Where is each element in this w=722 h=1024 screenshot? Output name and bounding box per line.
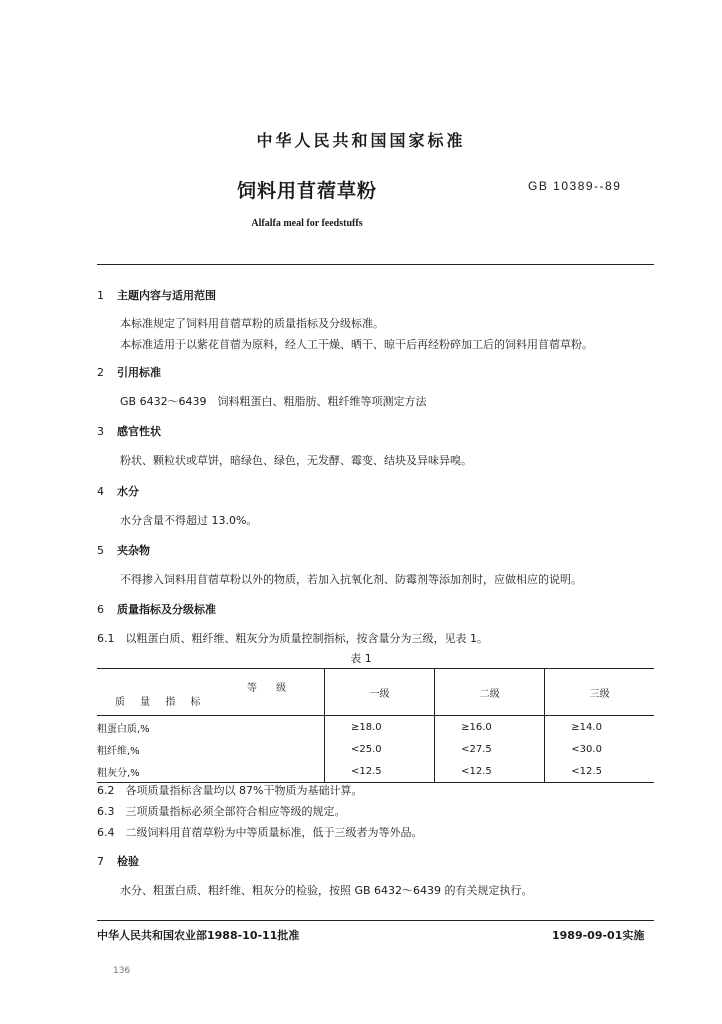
section-number: 2 [97, 366, 104, 379]
section-title: 夹杂物 [117, 544, 150, 557]
paragraph: 水分、粗蛋白质、粗纤维、粗灰分的检验，按照 GB 6432～6439 的有关规定执行。 [120, 884, 533, 897]
table-header-cell: 一级 [325, 669, 435, 716]
quality-table [97, 668, 654, 783]
table-cell: ≥14.0 [545, 716, 654, 739]
table-cell: <27.5 [435, 738, 545, 760]
section-title: 主题内容与适用范围 [117, 289, 216, 302]
table-cell: <12.5 [325, 760, 435, 783]
paragraph: 本标准规定了饲料用苜蓿草粉的质量指标及分级标准。 [120, 317, 384, 330]
document-title: 饲料用苜蓿草粉 [236, 180, 377, 202]
table-row [97, 716, 654, 739]
section-number: 3 [97, 425, 104, 438]
clause-6-2: 6.2 各项质量指标含量均以 87%干物质为基础计算。 [97, 784, 363, 797]
clause-6-3: 6.3 三项质量指标必须全部符合相应等级的规定。 [97, 805, 346, 818]
approval-line: 中华人民共和国农业部1988-10-11批准 [97, 929, 300, 942]
section-number: 1 [97, 289, 104, 302]
section-title: 感官性状 [117, 425, 161, 438]
header-divider [97, 264, 654, 265]
table-cell: ≥16.0 [435, 716, 545, 739]
paragraph: 本标准适用于以紫花苜蓿为原料，经人工干燥、晒干、晾干后再经粉碎加工后的饲料用苜蓿草粉。 [120, 338, 593, 351]
table-cell: <25.0 [325, 738, 435, 760]
section-title: 检验 [117, 855, 139, 868]
row-label: 粗纤维,% [97, 745, 140, 757]
footer-divider [97, 920, 654, 921]
clause-6-4: 6.4 二级饲料用苜蓿草粉为中等质量标准，低于三级者为等外品。 [97, 826, 423, 839]
section-heading-5 [97, 542, 150, 558]
section-heading-2 [97, 364, 161, 380]
table-corner-cell [97, 669, 325, 716]
section-heading-7 [97, 853, 139, 869]
corner-grade-label: 等 级 [247, 683, 295, 694]
section-title: 水分 [117, 485, 139, 498]
section-title: 引用标准 [117, 366, 161, 379]
section-number: 5 [97, 544, 104, 557]
table-cell: <12.5 [435, 760, 545, 783]
corner-item-label: 质 量 指 标 [115, 697, 207, 708]
table-cell: <30.0 [545, 738, 654, 760]
row-label: 粗灰分,% [97, 760, 325, 783]
standard-code: GB 10389--89 [528, 179, 622, 193]
section-number: 6 [97, 603, 104, 616]
paragraph: 水分含量不得超过 13.0%。 [120, 514, 258, 527]
paragraph: GB 6432～6439 饲料粗蛋白、粗脂肪、粗纤维等项测定方法 [120, 395, 427, 408]
english-title: Alfalfa meal for feedstuffs [251, 218, 363, 229]
paragraph: 不得掺入饲料用苜蓿草粉以外的物质，若加入抗氧化剂、防霉剂等添加剂时，应做相应的说明。 [120, 573, 582, 586]
paragraph: 粉状、颗粒状或草饼，暗绿色、绿色，无发酵、霉变、结块及异味异嗅。 [120, 454, 472, 467]
issuing-organization: 中华人民共和国国家标准 [256, 131, 466, 150]
effective-date: 1989-09-01实施 [552, 929, 645, 942]
row-label: 粗蛋白质,% [97, 723, 150, 735]
table-row [97, 738, 654, 760]
section-heading-4 [97, 483, 139, 499]
table-cell: <12.5 [545, 760, 654, 783]
table-header-cell: 二级 [435, 669, 545, 716]
section-heading-1 [97, 287, 216, 303]
page-number: 136 [113, 966, 131, 976]
table-header-cell: 三级 [545, 669, 654, 716]
table-caption: 表 1 [350, 652, 372, 665]
section-heading-6 [97, 601, 216, 617]
table-cell: ≥18.0 [325, 716, 435, 739]
section-number: 7 [97, 855, 104, 868]
section-heading-3 [97, 423, 161, 439]
table-row [97, 760, 654, 783]
section-number: 4 [97, 485, 104, 498]
section-title: 质量指标及分级标准 [117, 603, 216, 616]
clause-6-1: 6.1 以粗蛋白质、粗纤维、粗灰分为质量控制指标，按含量分为三级，见表 1。 [97, 632, 488, 645]
